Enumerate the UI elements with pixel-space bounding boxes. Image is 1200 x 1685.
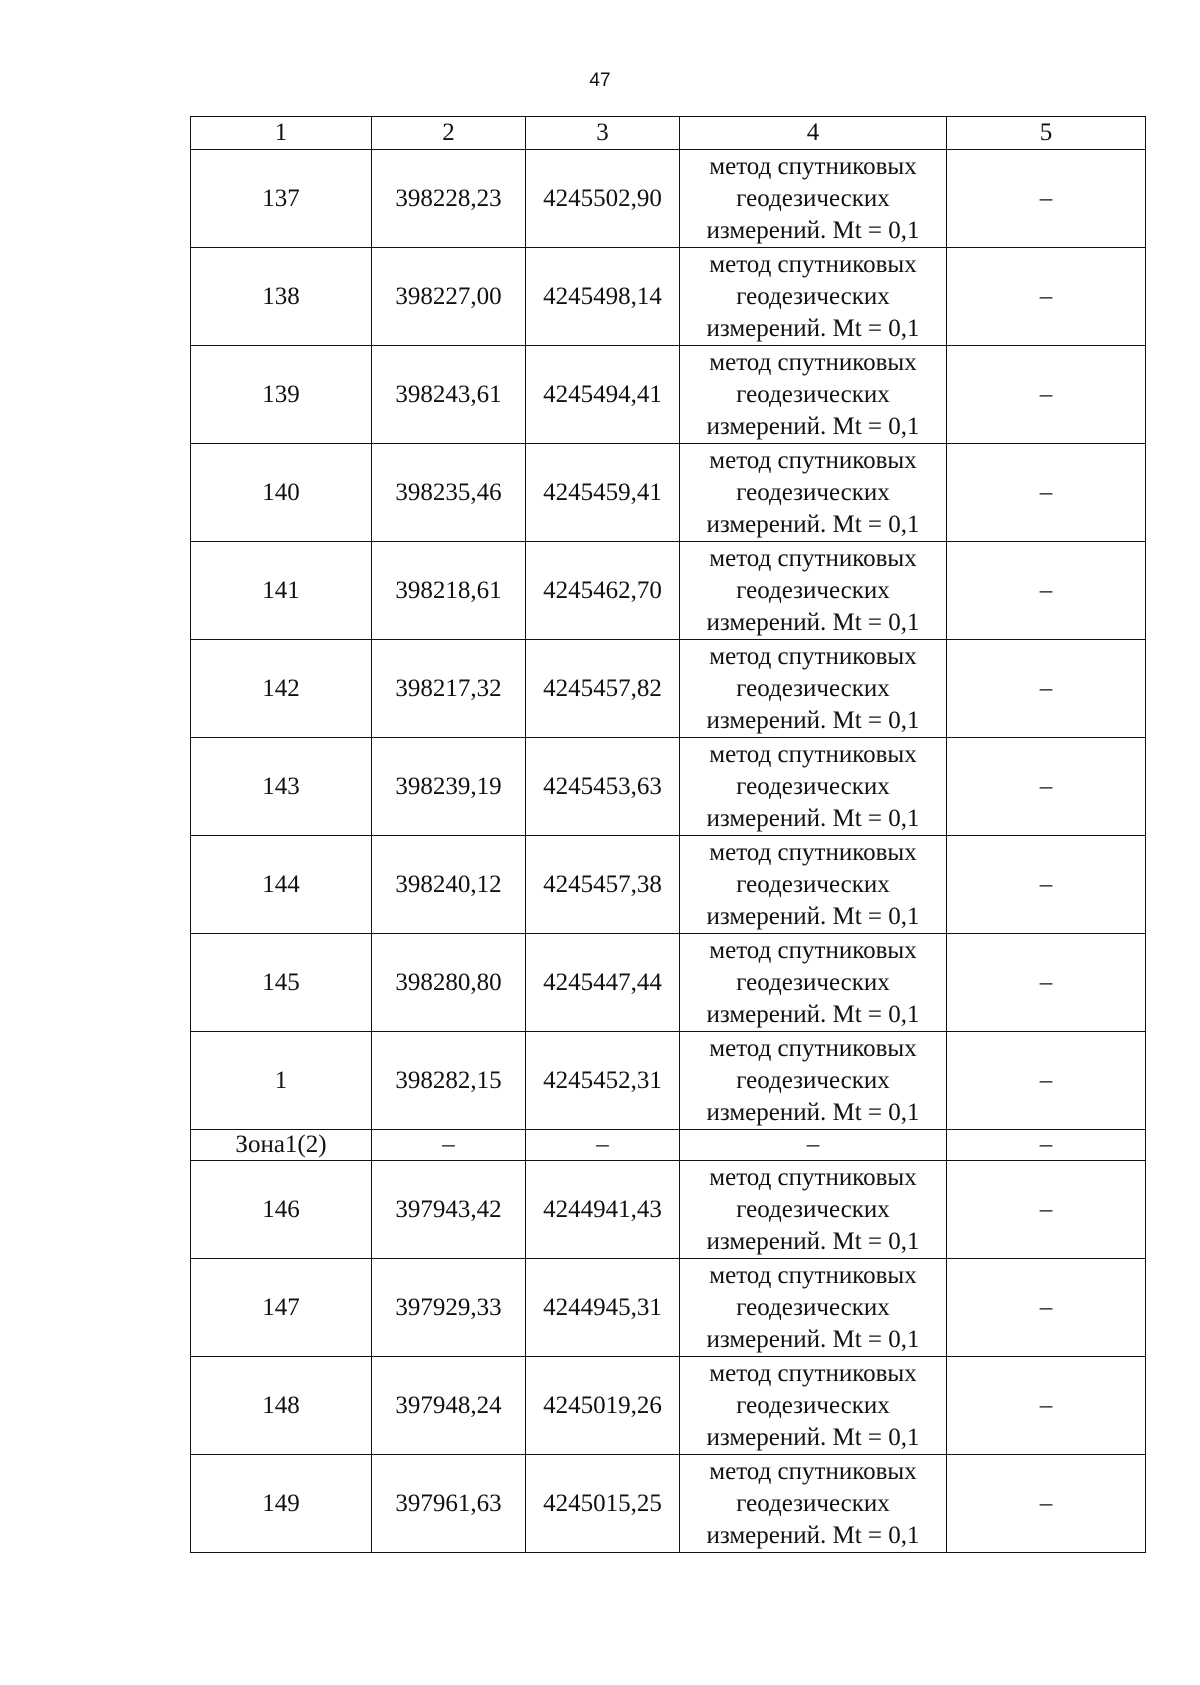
table-row: [191, 248, 1146, 346]
method-line: измерений. Mt = 0,1: [706, 1000, 920, 1028]
x-coordinate-cell: 398235,46: [372, 444, 526, 542]
zone-dash-cell: –: [680, 1130, 947, 1161]
method-line: геодезических: [736, 772, 890, 800]
y-coordinate-cell: 4245502,90: [526, 150, 680, 248]
method-line: измерений. Mt = 0,1: [706, 706, 920, 734]
x-coordinate-cell: 398217,32: [372, 640, 526, 738]
coordinates-table: [190, 116, 1146, 1553]
point-number-cell: 1: [191, 1032, 372, 1130]
method-line: измерений. Mt = 0,1: [706, 902, 920, 930]
table-row: [191, 1455, 1146, 1553]
x-coordinate-cell: 398227,00: [372, 248, 526, 346]
method-line: измерений. Mt = 0,1: [706, 216, 920, 244]
y-coordinate-cell: 4245452,31: [526, 1032, 680, 1130]
method-cell: [680, 1455, 947, 1553]
zone-dash-cell: –: [947, 1130, 1146, 1161]
method-line: метод спутниковых: [709, 936, 917, 964]
method-line: измерений. Mt = 0,1: [706, 314, 920, 342]
method-line: геодезических: [736, 1293, 890, 1321]
header-col-5: 5: [947, 117, 1146, 150]
description-cell: –: [947, 248, 1146, 346]
table-row: [191, 542, 1146, 640]
method-cell: [680, 346, 947, 444]
method-line: геодезических: [736, 1195, 890, 1223]
point-number-cell: 148: [191, 1357, 372, 1455]
point-number-cell: 143: [191, 738, 372, 836]
x-coordinate-cell: 398243,61: [372, 346, 526, 444]
y-coordinate-cell: 4245459,41: [526, 444, 680, 542]
description-cell: –: [947, 150, 1146, 248]
x-coordinate-cell: 397943,42: [372, 1161, 526, 1259]
method-line: геодезических: [736, 1391, 890, 1419]
description-cell: –: [947, 1455, 1146, 1553]
point-number-cell: 138: [191, 248, 372, 346]
x-coordinate-cell: 397929,33: [372, 1259, 526, 1357]
table-row: [191, 738, 1146, 836]
description-cell: –: [947, 1259, 1146, 1357]
method-cell: [680, 444, 947, 542]
method-cell: [680, 836, 947, 934]
method-line: метод спутниковых: [709, 642, 917, 670]
method-line: измерений. Mt = 0,1: [706, 1227, 920, 1255]
table-row: [191, 150, 1146, 248]
method-line: метод спутниковых: [709, 348, 917, 376]
x-coordinate-cell: 398280,80: [372, 934, 526, 1032]
method-cell: [680, 542, 947, 640]
table-row: [191, 640, 1146, 738]
method-line: измерений. Mt = 0,1: [706, 1423, 920, 1451]
method-line: метод спутниковых: [709, 1261, 917, 1289]
method-line: геодезических: [736, 380, 890, 408]
header-col-4: 4: [680, 117, 947, 150]
point-number-cell: 145: [191, 934, 372, 1032]
method-line: геодезических: [736, 674, 890, 702]
method-cell: [680, 1357, 947, 1455]
method-cell: [680, 738, 947, 836]
point-number-cell: 142: [191, 640, 372, 738]
zone-dash-cell: –: [526, 1130, 680, 1161]
method-cell: [680, 1032, 947, 1130]
method-line: измерений. Mt = 0,1: [706, 1098, 920, 1126]
x-coordinate-cell: 398228,23: [372, 150, 526, 248]
header-col-1: 1: [191, 117, 372, 150]
y-coordinate-cell: 4244945,31: [526, 1259, 680, 1357]
y-coordinate-cell: 4245453,63: [526, 738, 680, 836]
y-coordinate-cell: 4245498,14: [526, 248, 680, 346]
table-row: [191, 1032, 1146, 1130]
description-cell: –: [947, 836, 1146, 934]
zone-row: [191, 1130, 1146, 1161]
table-row: [191, 1357, 1146, 1455]
method-cell: [680, 1161, 947, 1259]
y-coordinate-cell: 4245019,26: [526, 1357, 680, 1455]
method-line: геодезических: [736, 184, 890, 212]
zone-label-cell: Зона1(2): [191, 1130, 372, 1161]
table-header: [191, 117, 1146, 150]
method-line: метод спутниковых: [709, 544, 917, 572]
y-coordinate-cell: 4245462,70: [526, 542, 680, 640]
method-line: геодезических: [736, 282, 890, 310]
method-line: метод спутниковых: [709, 838, 917, 866]
x-coordinate-cell: 397948,24: [372, 1357, 526, 1455]
method-cell: [680, 150, 947, 248]
description-cell: –: [947, 640, 1146, 738]
y-coordinate-cell: 4245457,38: [526, 836, 680, 934]
zone-dash-cell: –: [372, 1130, 526, 1161]
point-number-cell: 149: [191, 1455, 372, 1553]
description-cell: –: [947, 738, 1146, 836]
point-number-cell: 140: [191, 444, 372, 542]
method-line: метод спутниковых: [709, 1163, 917, 1191]
header-row: [191, 117, 1146, 150]
method-line: метод спутниковых: [709, 740, 917, 768]
method-line: геодезических: [736, 478, 890, 506]
x-coordinate-cell: 398282,15: [372, 1032, 526, 1130]
method-line: геодезических: [736, 1489, 890, 1517]
method-line: геодезических: [736, 870, 890, 898]
method-line: метод спутниковых: [709, 1457, 917, 1485]
table-row: [191, 836, 1146, 934]
page-number: 47: [589, 70, 611, 91]
point-number-cell: 146: [191, 1161, 372, 1259]
description-cell: –: [947, 934, 1146, 1032]
x-coordinate-cell: 397961,63: [372, 1455, 526, 1553]
table-row: [191, 1161, 1146, 1259]
point-number-cell: 139: [191, 346, 372, 444]
x-coordinate-cell: 398239,19: [372, 738, 526, 836]
y-coordinate-cell: 4245447,44: [526, 934, 680, 1032]
header-col-2: 2: [372, 117, 526, 150]
y-coordinate-cell: 4244941,43: [526, 1161, 680, 1259]
y-coordinate-cell: 4245494,41: [526, 346, 680, 444]
description-cell: –: [947, 444, 1146, 542]
table-row: [191, 444, 1146, 542]
method-line: измерений. Mt = 0,1: [706, 510, 920, 538]
method-line: метод спутниковых: [709, 152, 917, 180]
method-cell: [680, 1259, 947, 1357]
method-line: метод спутниковых: [709, 250, 917, 278]
method-cell: [680, 934, 947, 1032]
header-col-3: 3: [526, 117, 680, 150]
method-cell: [680, 640, 947, 738]
table-row: [191, 346, 1146, 444]
table-row: [191, 934, 1146, 1032]
method-line: метод спутниковых: [709, 1359, 917, 1387]
point-number-cell: 144: [191, 836, 372, 934]
method-cell: [680, 248, 947, 346]
point-number-cell: 147: [191, 1259, 372, 1357]
description-cell: –: [947, 346, 1146, 444]
method-line: геодезических: [736, 1066, 890, 1094]
method-line: измерений. Mt = 0,1: [706, 1521, 920, 1549]
method-line: измерений. Mt = 0,1: [706, 1325, 920, 1353]
x-coordinate-cell: 398240,12: [372, 836, 526, 934]
method-line: измерений. Mt = 0,1: [706, 804, 920, 832]
point-number-cell: 137: [191, 150, 372, 248]
y-coordinate-cell: 4245015,25: [526, 1455, 680, 1553]
description-cell: –: [947, 1161, 1146, 1259]
method-line: геодезических: [736, 968, 890, 996]
table-body: [191, 150, 1146, 1553]
method-line: измерений. Mt = 0,1: [706, 412, 920, 440]
description-cell: –: [947, 1357, 1146, 1455]
description-cell: –: [947, 542, 1146, 640]
table-row: [191, 1259, 1146, 1357]
x-coordinate-cell: 398218,61: [372, 542, 526, 640]
method-line: метод спутниковых: [709, 1034, 917, 1062]
y-coordinate-cell: 4245457,82: [526, 640, 680, 738]
method-line: измерений. Mt = 0,1: [706, 608, 920, 636]
description-cell: –: [947, 1032, 1146, 1130]
point-number-cell: 141: [191, 542, 372, 640]
method-line: метод спутниковых: [709, 446, 917, 474]
method-line: геодезических: [736, 576, 890, 604]
